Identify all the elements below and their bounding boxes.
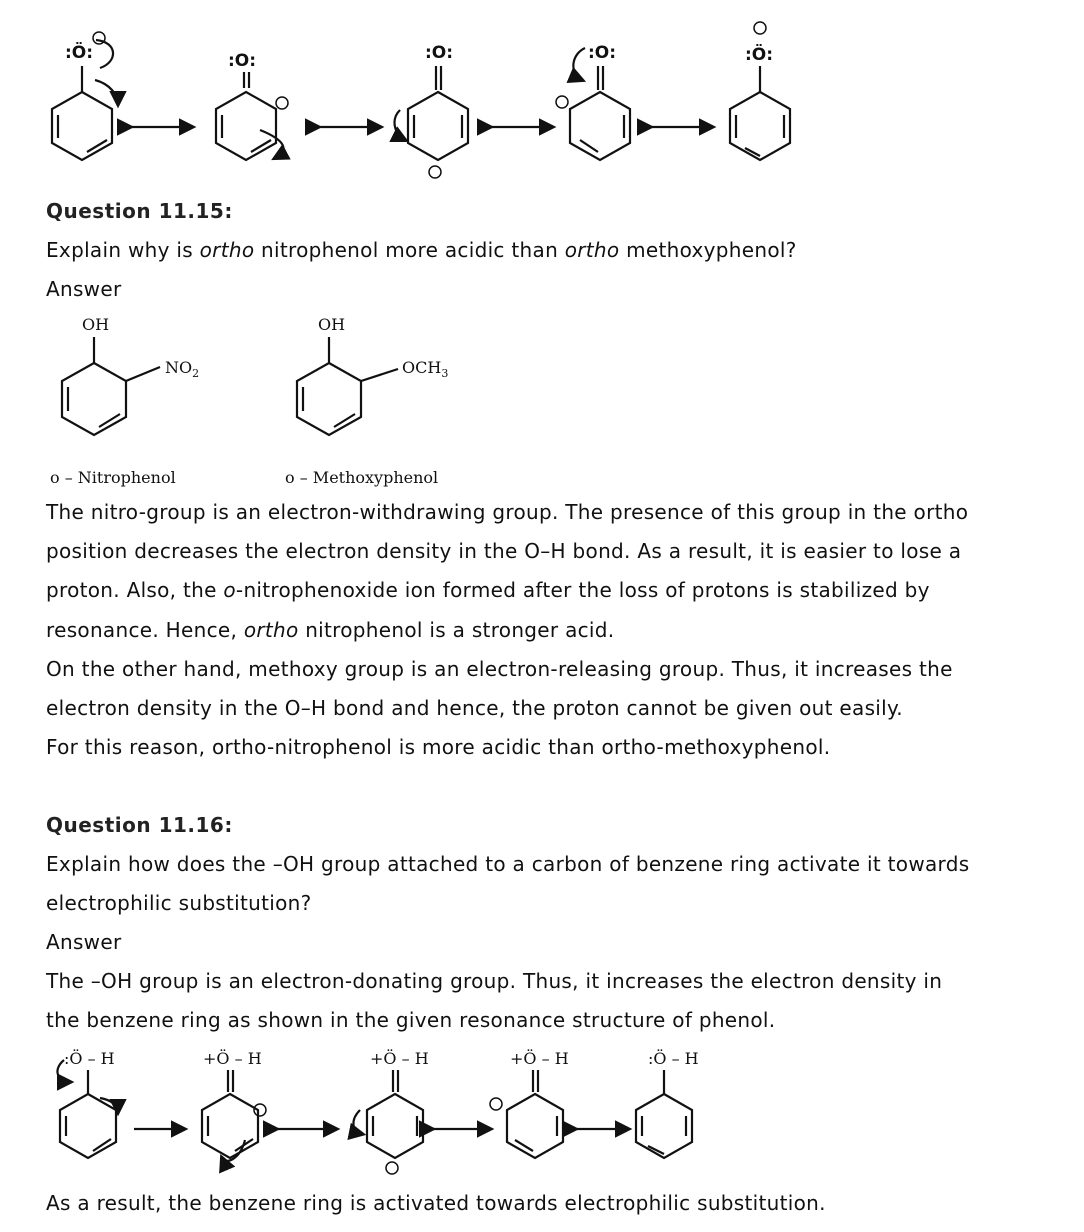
text-italic: o — [223, 578, 236, 602]
oh-label: +Ö – H — [510, 1049, 569, 1068]
answer-paragraph-line: The nitro-group is an electron-withdrawing group. The presence of this group in the ortho — [46, 500, 969, 524]
question-text-italic: ortho — [564, 238, 620, 262]
phenol-resonance-structure-1 — [57, 1048, 118, 1158]
ortho-methoxyphenol-structure — [297, 315, 448, 435]
phenol-resonance-structure-5 — [636, 1048, 699, 1158]
nitrophenol-methoxyphenol-structures — [0, 305, 1084, 485]
text-part: -nitrophenoxide ion formed after the loss of protons is stabilized by — [235, 578, 930, 602]
resonance-structure-2 — [216, 51, 288, 160]
resonance-structure-1 — [52, 32, 118, 160]
oxygen-label: :Ö: — [745, 45, 774, 65]
oxygen-label: :O: — [425, 43, 454, 63]
resonance-structure-4 — [556, 43, 630, 160]
oxygen-label: :O: — [228, 51, 257, 71]
text-part: resonance. Hence, — [46, 618, 244, 642]
question-text-part: nitrophenol more acidic than — [254, 238, 565, 262]
question-text-part: Explain why is — [46, 238, 200, 262]
question-11-15-heading: Question 11.15: — [46, 199, 233, 223]
question-11-16-text: Explain how does the –OH group attached to a carbon of benzene ring activate it towards — [46, 852, 970, 876]
oh-label: OH — [318, 315, 346, 334]
answer-label: Answer — [46, 930, 122, 954]
text-part: nitrophenol is a stronger acid. — [298, 618, 615, 642]
answer-paragraph-line: position decreases the electron density in the O–H bond. As a result, it is easier to lose a — [46, 539, 962, 563]
resonance-structure-3 — [395, 43, 468, 178]
phenol-resonance-structure-3 — [353, 1048, 428, 1174]
answer-paragraph-line: The –OH group is an electron-donating group. Thus, it increases the electron density in — [46, 969, 943, 993]
resonance-structure-5 — [730, 22, 790, 160]
oxygen-label: :Ö: — [65, 43, 94, 63]
phenol-resonance-diagram — [0, 1040, 1084, 1180]
answer-paragraph-line: On the other hand, methoxy group is an electron-releasing group. Thus, it increases the — [46, 657, 953, 681]
oh-label: +Ö – H — [370, 1049, 429, 1068]
answer-label: Answer — [46, 277, 122, 301]
question-11-16-text: electrophilic substitution? — [46, 891, 312, 915]
answer-paragraph-line — [46, 578, 930, 602]
oh-label: :Ö – H — [648, 1049, 699, 1068]
answer-paragraph-line: For this reason, ortho-nitrophenol is more acidic than ortho-methoxyphenol. — [46, 735, 831, 759]
no2-label: $NO_2$ — [165, 358, 200, 380]
oh-label: +Ö – H — [203, 1049, 262, 1068]
text-italic: ortho — [243, 618, 299, 642]
nitrophenol-caption: o – Nitrophenol — [50, 468, 176, 487]
phenol-resonance-structure-2 — [202, 1048, 266, 1161]
question-text-italic: ortho — [199, 238, 255, 262]
answer-paragraph-line — [46, 618, 614, 642]
oh-label: OH — [82, 315, 110, 334]
methoxyphenol-caption: o – Methoxyphenol — [285, 468, 439, 487]
phenoxide-resonance-diagram — [0, 0, 1084, 200]
answer-paragraph-line: electron density in the O–H bond and hence, the proton cannot be given out easily. — [46, 696, 903, 720]
och3-label: $OCH_3$ — [402, 358, 449, 380]
question-11-15-text — [46, 238, 797, 262]
text-part: proton. Also, the — [46, 578, 224, 602]
ortho-nitrophenol-structure — [62, 315, 199, 435]
oh-label: :Ö – H — [64, 1049, 115, 1068]
oxygen-label: :O: — [588, 43, 617, 63]
phenol-resonance-structure-4 — [490, 1048, 569, 1158]
question-11-16-heading: Question 11.16: — [46, 813, 233, 837]
question-text-part: methoxyphenol? — [619, 238, 797, 262]
answer-paragraph-line: the benzene ring as shown in the given resonance structure of phenol. — [46, 1008, 776, 1032]
conclusion-text: As a result, the benzene ring is activated towards electrophilic substitution. — [46, 1191, 826, 1215]
